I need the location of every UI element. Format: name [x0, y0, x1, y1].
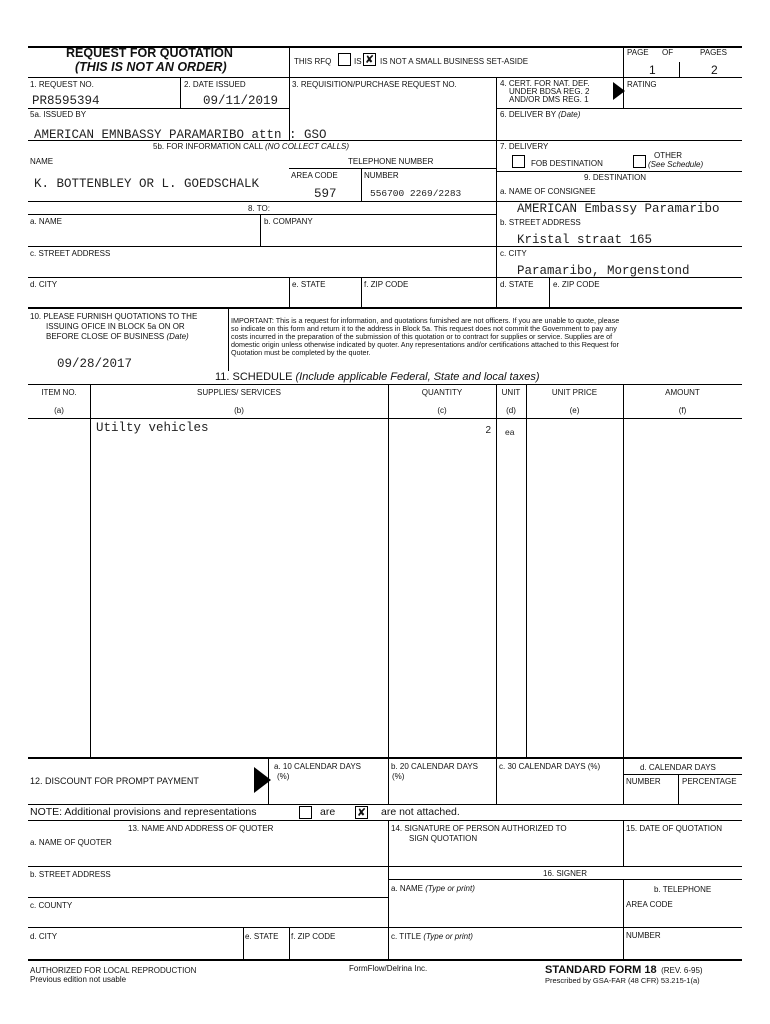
col-sub-unit-price: (e) — [569, 406, 580, 415]
dest-city-label: c. CITY — [500, 249, 527, 258]
signer-area-code-label: AREA CODE — [626, 900, 673, 909]
quoter-zip-label: f. ZIP CODE — [291, 932, 336, 941]
rule — [90, 384, 91, 757]
col-sub-item: (a) — [54, 406, 64, 415]
provisions-are-not-checkbox[interactable] — [355, 806, 368, 819]
rule — [388, 879, 742, 880]
consignee-field[interactable]: AMERICAN Embassy Paramaribo — [517, 202, 720, 216]
important-line-2: so indicate on this form and return it to the address in Block 5a. This request does not commit the Government to pay any — [231, 324, 617, 333]
quoter-city-label: d. CITY — [30, 932, 58, 941]
rule — [289, 168, 496, 169]
cert-label-1: 4. CERT. FOR NAT. DEF. — [500, 79, 590, 88]
footer-prescribed-by: Prescribed by GSA-FAR (48 CFR) 53.215-1(a) — [545, 976, 700, 985]
signer-name-label: a. NAME (Type or print) — [391, 884, 475, 893]
signer-label: 16. SIGNER — [543, 869, 588, 878]
rule — [243, 927, 244, 959]
col-header-supplies: SUPPLIES/ SERVICES — [197, 388, 281, 397]
dest-state-label: d. STATE — [500, 280, 534, 289]
rule — [28, 214, 496, 215]
rule — [623, 879, 624, 959]
important-line-3: costs incurred in the preparation of the submission of this quotation or to contract for supplies or service. Supplies are of — [231, 332, 613, 341]
fob-destination-label: FOB DESTINATION — [531, 159, 603, 168]
rule — [180, 77, 181, 108]
rfq-set-aside-label: IS NOT A SMALL BUSINESS SET-ASIDE — [380, 57, 529, 66]
rule — [388, 384, 389, 804]
footer-reproduction: AUTHORIZED FOR LOCAL REPRODUCTION — [30, 966, 197, 975]
quoter-street-label: b. STREET ADDRESS — [30, 870, 111, 879]
rfq-label: THIS RFQ — [294, 57, 332, 66]
dest-city-field[interactable]: Paramaribo, Morgenstond — [517, 264, 690, 278]
col-header-unit-price: UNIT PRICE — [551, 388, 598, 397]
col-sub-amount: (f) — [678, 406, 687, 415]
area-code-field[interactable]: 597 — [314, 187, 337, 201]
signer-number-label: NUMBER — [626, 931, 661, 940]
row-unit-cell[interactable]: ea — [505, 427, 515, 437]
rfq-is-not-checkbox[interactable] — [363, 53, 376, 66]
rule — [28, 384, 742, 385]
rule — [496, 77, 497, 307]
pages-label: PAGES — [700, 48, 727, 57]
important-line-4: domestic origin unless otherwise indicated by quoter. Any representations and/or certifications attached to this Request for — [231, 340, 619, 349]
discount-20-sub: (%) — [392, 772, 405, 781]
quoter-state-label: e. STATE — [245, 932, 279, 941]
cert-label-2: UNDER BDSA REG. 2 — [509, 87, 590, 96]
phone-number-field[interactable]: 556700 2269/2283 — [370, 188, 462, 199]
rating-label: RATING — [627, 80, 657, 89]
other-schedule-label: (See Schedule) — [648, 160, 704, 169]
note-text: NOTE: Additional provisions and representations — [30, 806, 257, 818]
arrow-right-icon — [613, 82, 625, 100]
col-header-item: ITEM NO. — [41, 388, 77, 397]
signer-title-label: c. TITLE (Type or print) — [391, 932, 473, 941]
rule — [496, 108, 742, 109]
consignee-label: a. NAME OF CONSIGNEE — [500, 187, 596, 196]
discount-number-label: NUMBER — [626, 777, 661, 786]
discount-10-sub: (%) — [277, 772, 290, 781]
vendor-state-label: e. STATE — [292, 280, 326, 289]
col-header-unit: UNIT — [501, 388, 521, 397]
dest-zip-label: e. ZIP CODE — [553, 280, 600, 289]
rule — [361, 168, 362, 201]
delivery-label: 7. DELIVERY — [500, 142, 549, 151]
destination-label: 9. DESTINATION — [584, 173, 647, 182]
rule — [289, 46, 290, 141]
discount-label: 12. DISCOUNT FOR PROMPT PAYMENT — [30, 776, 199, 786]
important-line-5: Quotation must be completed by the quoter. — [231, 348, 371, 357]
rule — [679, 62, 680, 77]
important-line-1: IMPORTANT: This is a request for information, and quotations furnished are not officers. If you are unable to quote, please — [231, 316, 620, 325]
rule — [28, 897, 388, 898]
cert-label-3: AND/OR DMS REG. 1 — [509, 95, 589, 104]
rule — [28, 108, 289, 109]
rule — [623, 820, 624, 866]
provisions-are-checkbox[interactable] — [299, 806, 312, 819]
col-sub-unit: (d) — [506, 406, 516, 415]
footer-form-id: STANDARD FORM 18 (REV. 6-95) — [545, 964, 703, 976]
quoter-address-label: 13. NAME AND ADDRESS OF QUOTER — [128, 824, 274, 833]
vendor-zip-label: f. ZIP CODE — [364, 280, 409, 289]
discount-10-label: a. 10 CALENDAR DAYS — [274, 762, 361, 771]
vendor-name-label: a. NAME — [30, 217, 63, 226]
discount-30-label: c. 30 CALENDAR DAYS (%) — [499, 762, 601, 771]
col-sub-quantity: (c) — [437, 406, 447, 415]
page-value: 1 — [649, 63, 656, 77]
requisition-label: 3. REQUISITION/PURCHASE REQUEST NO. — [292, 80, 457, 89]
dest-street-label: b. STREET ADDRESS — [500, 218, 581, 227]
page-label: PAGE — [627, 48, 649, 57]
fob-destination-checkbox[interactable] — [512, 155, 525, 168]
of-label: OF — [662, 48, 674, 57]
telephone-label: TELEPHONE NUMBER — [348, 157, 434, 166]
footer-publisher: FormFlow/Delrina Inc. — [349, 964, 428, 973]
rule — [28, 820, 742, 821]
quoter-county-label: c. COUNTY — [30, 901, 73, 910]
quote-due-label-3: BEFORE CLOSE OF BUSINESS (Date) — [46, 332, 189, 341]
col-sub-supplies: (b) — [234, 406, 244, 415]
arrow-right-icon — [254, 767, 271, 793]
rule — [28, 927, 742, 928]
rule — [549, 277, 550, 307]
rule — [289, 277, 290, 307]
signature-label-2: SIGN QUOTATION — [409, 834, 478, 843]
rule — [228, 307, 229, 371]
dest-street-field[interactable]: Kristal straat 165 — [517, 233, 653, 247]
other-delivery-checkbox[interactable] — [633, 155, 646, 168]
rule — [526, 384, 527, 757]
schedule-title: 11. SCHEDULE (Include applicable Federal, State and local taxes) — [215, 371, 540, 383]
issued-by-label: 5a. ISSUED BY — [30, 110, 87, 119]
form-subtitle: (THIS IS NOT AN ORDER) — [75, 60, 227, 74]
date-issued-field[interactable]: 09/11/2019 — [203, 94, 279, 108]
date-issued-label: 2. DATE ISSUED — [184, 80, 246, 89]
rule — [289, 927, 290, 959]
quoter-name-label: a. NAME OF QUOTER — [30, 838, 112, 847]
quote-due-date-field[interactable]: 09/28/2017 — [57, 357, 133, 371]
rule — [28, 307, 742, 309]
rule — [678, 774, 679, 804]
discount-20-label: b. 20 CALENDAR DAYS — [391, 762, 478, 771]
are-label: are — [320, 806, 336, 818]
issued-by-field[interactable]: AMERICAN EMNBASSY PARAMARIBO attn : GSO — [34, 128, 327, 142]
rule — [260, 214, 261, 246]
rfq-is-word: IS — [354, 57, 362, 66]
quote-due-label-2: ISSUING OFICE IN BLOCK 5a ON OR — [46, 322, 185, 331]
rfq-is-checkbox[interactable] — [338, 53, 351, 66]
request-no-label: 1. REQUEST NO. — [30, 80, 94, 89]
to-label: 8. TO: — [248, 204, 270, 213]
info-call-label: 5b. FOR INFORMATION CALL (NO COLLECT CALLS) — [153, 142, 350, 151]
number-label: NUMBER — [364, 171, 399, 180]
vendor-city-label: d. CITY — [30, 280, 58, 289]
vendor-company-label: b. COMPANY — [264, 217, 313, 226]
discount-percentage-label: PERCENTAGE — [682, 777, 737, 786]
contact-name-field[interactable]: K. BOTTENBLEY OR L. GOEDSCHALK — [34, 177, 260, 191]
rule — [388, 820, 389, 959]
bottom-border — [28, 959, 742, 961]
rule — [623, 774, 742, 775]
check-mark-icon: ✘ — [364, 53, 375, 66]
col-header-quantity: QUANTITY — [421, 388, 463, 397]
footer-previous-edition: Previous edition not usable — [30, 975, 127, 984]
other-label: OTHER — [654, 151, 682, 160]
check-mark-icon: ✘ — [356, 806, 367, 819]
are-not-label: are not attached. — [381, 806, 460, 818]
rule — [28, 804, 742, 805]
signer-telephone-label: b. TELEPHONE — [654, 885, 712, 894]
discount-days-label: d. CALENDAR DAYS — [640, 763, 716, 772]
row-supplies-cell[interactable]: Utilty vehicles — [96, 421, 209, 435]
col-header-amount: AMOUNT — [665, 388, 700, 397]
deliver-by-label: 6. DELIVER BY (Date) — [500, 110, 581, 119]
vendor-street-label: c. STREET ADDRESS — [30, 249, 111, 258]
area-code-label: AREA CODE — [291, 171, 338, 180]
rule — [28, 757, 742, 759]
rule — [28, 418, 742, 419]
signature-label-1: 14. SIGNATURE OF PERSON AUTHORIZED TO — [391, 824, 567, 833]
quote-due-label-1: 10. PLEASE FURNISH QUOTATIONS TO THE — [30, 312, 198, 321]
pages-value: 2 — [711, 63, 718, 77]
rule — [496, 384, 497, 804]
rule — [361, 277, 362, 307]
rule — [496, 171, 742, 172]
rule — [28, 77, 742, 78]
quotation-date-label: 15. DATE OF QUOTATION — [626, 824, 723, 833]
request-no-field[interactable]: PR8595394 — [32, 94, 100, 108]
row-quantity-cell[interactable]: 2 — [485, 425, 491, 436]
form-title: REQUEST FOR QUOTATION — [66, 46, 233, 60]
contact-name-label: NAME — [30, 157, 54, 166]
rule — [28, 866, 742, 867]
rule — [623, 384, 624, 804]
